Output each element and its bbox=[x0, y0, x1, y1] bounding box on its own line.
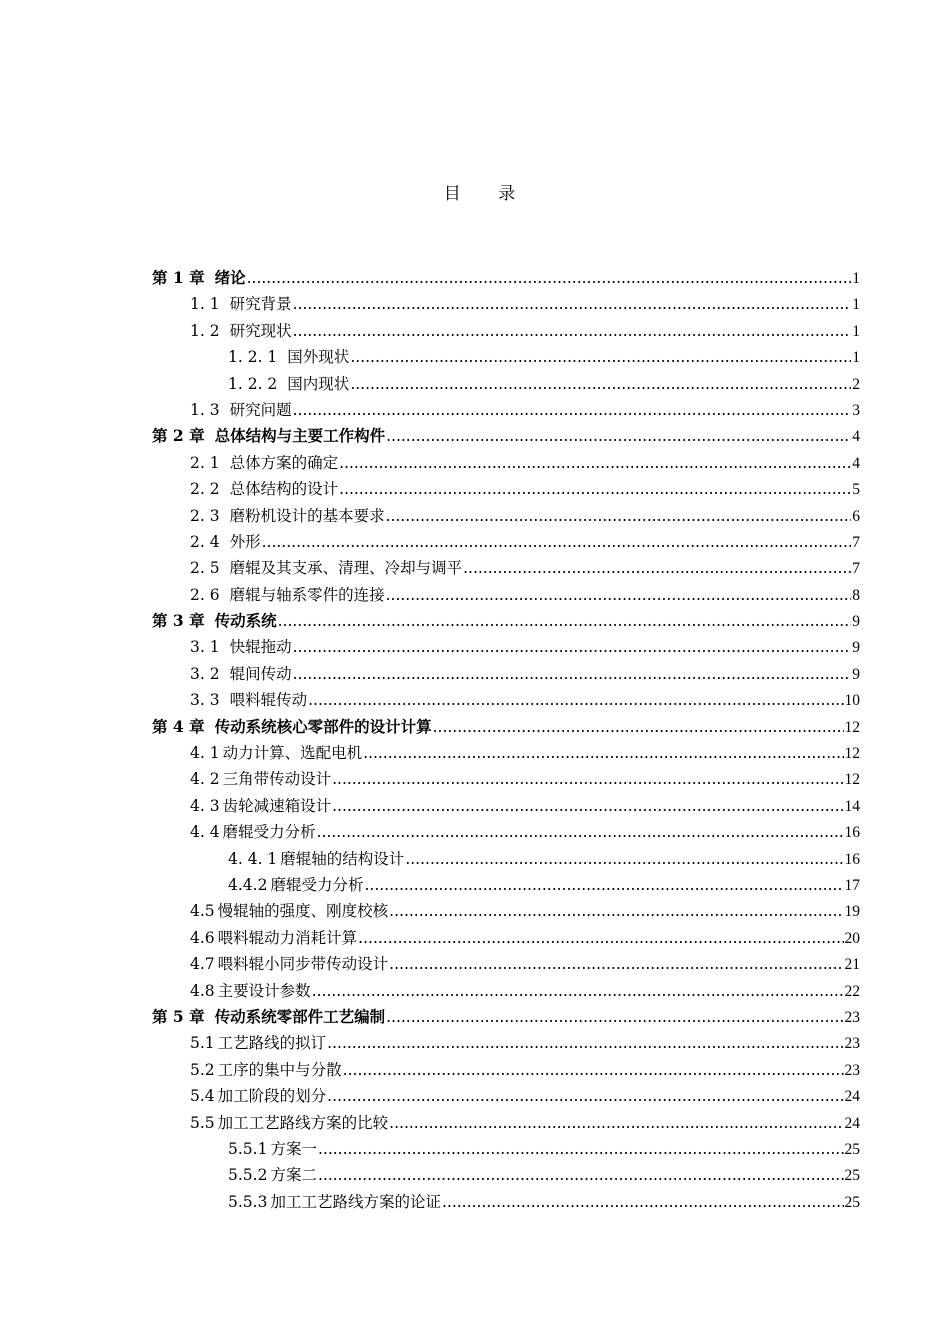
toc-entry-page: 4 bbox=[852, 454, 860, 472]
toc-entry-title: 总体结构与主要工作构件 bbox=[214, 426, 386, 446]
toc-entry-number: 4.7 bbox=[190, 955, 215, 974]
toc-entry-number: 3. 2 bbox=[190, 664, 220, 683]
toc-entry-heading bbox=[152, 423, 385, 449]
toc-entry-number: 3. 3 bbox=[190, 691, 220, 710]
toc-entry-title: 辊间传动 bbox=[229, 664, 292, 683]
toc-entry-heading bbox=[190, 925, 357, 951]
toc-entry-heading bbox=[190, 766, 331, 792]
toc-entry-title: 研究背景 bbox=[229, 295, 292, 314]
toc-entry-page: 22 bbox=[844, 982, 860, 1000]
toc-entry-number: 5.5.2 bbox=[228, 1166, 268, 1185]
toc-dot-leader bbox=[386, 423, 851, 449]
toc-entry-page: 14 bbox=[844, 797, 860, 815]
toc-entry-page: 3 bbox=[852, 401, 860, 419]
toc-entry[interactable] bbox=[152, 476, 860, 502]
toc-entry-heading bbox=[190, 318, 292, 344]
toc-entry-number: 1. 2 bbox=[190, 321, 220, 340]
toc-dot-leader bbox=[247, 265, 852, 291]
toc-entry-title: 总体结构的设计 bbox=[229, 480, 339, 499]
toc-entry-title: 喂料辊传动 bbox=[229, 691, 308, 710]
toc-entry-title: 工艺路线的拟订 bbox=[217, 1034, 327, 1053]
toc-entry[interactable] bbox=[152, 1083, 860, 1109]
toc-entry-heading bbox=[190, 555, 462, 581]
toc-entry[interactable] bbox=[152, 793, 860, 819]
toc-entry-heading bbox=[190, 978, 311, 1004]
toc-entry-page: 4 bbox=[852, 428, 860, 446]
toc-dot-leader bbox=[293, 397, 852, 423]
toc-entry-page: 16 bbox=[844, 850, 860, 868]
toc-entry-heading bbox=[190, 661, 292, 687]
toc-entry-number: 4. 1 bbox=[190, 744, 220, 763]
toc-entry-page: 1 bbox=[852, 349, 860, 367]
toc-entry-page: 25 bbox=[844, 1167, 860, 1185]
toc-entry-title: 慢辊轴的强度、刚度校核 bbox=[217, 902, 389, 921]
toc-entry-page: 9 bbox=[852, 613, 860, 631]
toc-entry-number: 2. 1 bbox=[190, 453, 220, 472]
toc-entry[interactable] bbox=[152, 766, 860, 792]
toc-entry[interactable] bbox=[152, 344, 860, 370]
toc-entry-title: 磨辊受力分析 bbox=[222, 823, 316, 842]
toc-entry-title: 磨辊及其支承、清理、冷却与调平 bbox=[229, 559, 463, 578]
toc-entry-title: 磨辊轴的结构设计 bbox=[280, 849, 405, 868]
toc-entry-number: 第 4 章 bbox=[152, 716, 205, 736]
toc-dot-leader bbox=[339, 450, 851, 476]
toc-entry-heading bbox=[228, 872, 363, 898]
toc-entry-title: 快辊拖动 bbox=[229, 638, 292, 657]
toc-entry-number: 5.5.3 bbox=[228, 1192, 268, 1211]
toc-entry-page: 12 bbox=[844, 771, 860, 789]
toc-entry-page: 24 bbox=[844, 1088, 860, 1106]
toc-dot-leader bbox=[332, 793, 843, 819]
toc-dot-leader bbox=[293, 318, 852, 344]
toc-entry-heading bbox=[190, 687, 307, 713]
toc-entry-title: 喂料辊小同步带传动设计 bbox=[217, 955, 389, 974]
toc-entry-heading bbox=[190, 1110, 388, 1136]
toc-dot-leader bbox=[318, 1136, 844, 1162]
toc-entry[interactable] bbox=[152, 978, 860, 1004]
toc-entry[interactable] bbox=[152, 423, 860, 449]
toc-entry-heading bbox=[190, 503, 385, 529]
toc-entry[interactable] bbox=[152, 819, 860, 845]
toc-entry[interactable] bbox=[152, 265, 860, 291]
toc-entry[interactable] bbox=[152, 608, 860, 634]
toc-dot-leader bbox=[343, 1057, 844, 1083]
toc-entry-heading bbox=[190, 397, 292, 423]
toc-entry-title: 国外现状 bbox=[287, 348, 350, 367]
toc-dot-leader bbox=[442, 1189, 844, 1215]
toc-entry-page: 2 bbox=[852, 375, 860, 393]
toc-entry-number: 4. 2 bbox=[190, 770, 220, 789]
toc-entry-title: 研究问题 bbox=[229, 400, 292, 419]
toc-dot-leader bbox=[318, 1162, 844, 1188]
toc-entry-title: 外形 bbox=[229, 532, 261, 551]
toc-entry-page: 20 bbox=[844, 929, 860, 947]
toc-dot-leader bbox=[389, 951, 843, 977]
toc-entry-title: 传动系统零部件工艺编制 bbox=[214, 1006, 386, 1026]
toc-entry-title: 加工工艺路线方案的论证 bbox=[270, 1192, 441, 1211]
toc-entry-number: 4.4.2 bbox=[228, 875, 268, 894]
toc-entry-page: 25 bbox=[844, 1140, 860, 1158]
toc-entry-title: 传动系统 bbox=[214, 611, 277, 631]
toc-entry-heading bbox=[190, 291, 292, 317]
toc-entry[interactable] bbox=[152, 714, 860, 740]
toc-entry-title: 总体方案的确定 bbox=[229, 453, 339, 472]
toc-dot-leader bbox=[293, 291, 852, 317]
toc-entry-title: 磨辊与轴系零件的连接 bbox=[229, 585, 385, 604]
toc-entry-title: 三角带传动设计 bbox=[222, 770, 332, 789]
toc-entry[interactable] bbox=[152, 925, 860, 951]
toc-entry[interactable] bbox=[152, 582, 860, 608]
toc-entry-page: 1 bbox=[852, 270, 860, 287]
toc-entry-title: 喂料辊动力消耗计算 bbox=[217, 928, 358, 947]
toc-dot-leader bbox=[386, 582, 852, 608]
toc-entry-title: 国内现状 bbox=[287, 374, 350, 393]
toc-entry-heading bbox=[190, 1030, 326, 1056]
toc-entry-heading bbox=[190, 793, 331, 819]
toc-entry-number: 4. 4 bbox=[190, 823, 220, 842]
toc-entry-page: 23 bbox=[844, 1008, 860, 1026]
toc-entry-heading bbox=[190, 529, 261, 555]
toc-entry-number: 第 3 章 bbox=[152, 611, 205, 631]
toc-entry-number: 1. 1 bbox=[190, 295, 220, 314]
toc-entry[interactable] bbox=[152, 687, 860, 713]
toc-entry-heading bbox=[152, 1004, 385, 1030]
toc-entry-number: 1. 2. 2 bbox=[228, 374, 278, 393]
toc-entry-number: 5.2 bbox=[190, 1060, 215, 1079]
toc-entry[interactable] bbox=[152, 1110, 860, 1136]
toc-entry[interactable] bbox=[152, 898, 860, 924]
toc-dot-leader bbox=[293, 661, 852, 687]
toc-entry-title: 动力计算、选配电机 bbox=[222, 744, 363, 763]
toc-entry-number: 2. 2 bbox=[190, 480, 220, 499]
toc-entry-heading bbox=[190, 450, 338, 476]
toc-entry-title: 研究现状 bbox=[229, 321, 292, 340]
toc-dot-leader bbox=[386, 503, 852, 529]
toc-entry-page: 6 bbox=[852, 507, 860, 525]
toc-entry-heading bbox=[190, 819, 316, 845]
toc-dot-leader bbox=[278, 608, 852, 634]
toc-entry-number: 5.5.1 bbox=[228, 1139, 268, 1158]
toc-entry-heading bbox=[152, 714, 432, 740]
toc-dot-leader bbox=[293, 634, 852, 660]
toc-entry-title: 磨辊受力分析 bbox=[270, 875, 364, 894]
toc-entry-number: 2. 4 bbox=[190, 532, 220, 551]
toc-entry-page: 17 bbox=[844, 876, 860, 894]
toc-entry[interactable] bbox=[152, 1136, 860, 1162]
toc-entry-number: 4.6 bbox=[190, 928, 215, 947]
toc-entry-heading bbox=[190, 582, 385, 608]
toc-entry-heading bbox=[152, 608, 277, 634]
toc-entry-page: 12 bbox=[844, 745, 860, 763]
toc-entry-page: 10 bbox=[844, 692, 860, 710]
toc-entry[interactable] bbox=[152, 371, 860, 397]
toc-entry-number: 1. 2. 1 bbox=[228, 348, 278, 367]
toc-dot-leader bbox=[433, 714, 844, 740]
toc-dot-leader bbox=[327, 1083, 843, 1109]
toc-entry[interactable] bbox=[152, 634, 860, 660]
toc-entry-heading bbox=[228, 1136, 317, 1162]
toc-entry[interactable] bbox=[152, 1189, 860, 1215]
toc-dot-leader bbox=[327, 1030, 843, 1056]
toc-entry-page: 21 bbox=[844, 956, 860, 974]
toc-dot-leader bbox=[389, 898, 843, 924]
toc-entry-heading bbox=[190, 1083, 326, 1109]
toc-entry-number: 5.1 bbox=[190, 1034, 215, 1053]
toc-dot-leader bbox=[364, 872, 843, 898]
toc-entry-page: 25 bbox=[844, 1193, 860, 1211]
toc-entry-title: 磨粉机设计的基本要求 bbox=[229, 506, 385, 525]
toc-entry-title: 工序的集中与分散 bbox=[217, 1060, 342, 1079]
toc-entry-heading bbox=[152, 265, 246, 291]
toc-dot-leader bbox=[308, 687, 843, 713]
toc-entry-title: 绪论 bbox=[214, 268, 246, 287]
toc-entry[interactable] bbox=[152, 397, 860, 423]
toc-entry-title: 方案一 bbox=[270, 1139, 317, 1158]
toc-entry-heading bbox=[190, 1057, 342, 1083]
toc-dot-leader bbox=[317, 819, 844, 845]
toc-entry-title: 加工工艺路线方案的比较 bbox=[217, 1113, 389, 1132]
toc-entry-number: 第 2 章 bbox=[152, 426, 205, 446]
toc-entry[interactable] bbox=[152, 503, 860, 529]
toc-entry-number: 5.5 bbox=[190, 1113, 215, 1132]
toc-entry-heading bbox=[228, 1162, 317, 1188]
toc-entry-page: 16 bbox=[844, 824, 860, 842]
toc-entry[interactable] bbox=[152, 291, 860, 317]
toc-entry-page: 12 bbox=[844, 718, 860, 736]
toc-entry-page: 1 bbox=[852, 296, 860, 314]
toc-entry-number: 4.8 bbox=[190, 981, 215, 1000]
toc-entry-number: 2. 3 bbox=[190, 506, 220, 525]
toc-entry[interactable] bbox=[152, 1057, 860, 1083]
toc-dot-leader bbox=[332, 766, 843, 792]
toc-entry-heading bbox=[190, 476, 338, 502]
toc-entry-heading bbox=[228, 371, 349, 397]
toc-entry-heading bbox=[190, 898, 388, 924]
toc-entry-number: 1. 3 bbox=[190, 400, 220, 419]
toc-entry-page: 23 bbox=[844, 1061, 860, 1079]
toc-entry[interactable] bbox=[152, 740, 860, 766]
toc-entry[interactable] bbox=[152, 846, 860, 872]
toc-entry-page: 5 bbox=[852, 481, 860, 499]
toc-entry-page: 8 bbox=[852, 586, 860, 604]
toc-dot-leader bbox=[350, 371, 851, 397]
toc-entry-page: 24 bbox=[844, 1114, 860, 1132]
toc-entry-number: 2. 5 bbox=[190, 559, 220, 578]
toc-entry-page: 9 bbox=[852, 665, 860, 683]
toc-dot-leader bbox=[358, 925, 843, 951]
toc-entry-number: 2. 6 bbox=[190, 585, 220, 604]
toc-dot-leader bbox=[262, 529, 852, 555]
toc-dot-leader bbox=[386, 1004, 843, 1030]
toc-dot-leader bbox=[350, 344, 851, 370]
toc-entry-heading bbox=[228, 1189, 441, 1215]
toc-entry[interactable] bbox=[152, 872, 860, 898]
toc-entry-heading bbox=[190, 740, 362, 766]
toc-entry-number: 4.5 bbox=[190, 902, 215, 921]
toc-entry[interactable] bbox=[152, 450, 860, 476]
toc-entry[interactable] bbox=[152, 529, 860, 555]
toc-entry-page: 1 bbox=[852, 322, 860, 340]
toc-dot-leader bbox=[339, 476, 851, 502]
toc-entry-page: 7 bbox=[852, 560, 860, 578]
toc-entry-number: 3. 1 bbox=[190, 638, 220, 657]
toc-title: 目 录 bbox=[443, 184, 532, 204]
toc-list bbox=[152, 265, 860, 1215]
toc-entry[interactable] bbox=[152, 318, 860, 344]
toc-dot-leader bbox=[312, 978, 844, 1004]
toc-entry-title: 方案二 bbox=[270, 1166, 317, 1185]
toc-dot-leader bbox=[463, 555, 851, 581]
toc-entry-number: 4. 3 bbox=[190, 796, 220, 815]
toc-entry-heading bbox=[190, 634, 292, 660]
toc-entry-page: 7 bbox=[852, 533, 860, 551]
toc-entry-page: 23 bbox=[844, 1035, 860, 1053]
toc-entry-page: 19 bbox=[844, 903, 860, 921]
toc-entry-number: 4. 4. 1 bbox=[228, 849, 278, 868]
toc-dot-leader bbox=[363, 740, 843, 766]
toc-entry[interactable] bbox=[152, 1162, 860, 1188]
toc-entry-heading bbox=[190, 951, 388, 977]
toc-entry-title: 加工阶段的划分 bbox=[217, 1087, 327, 1106]
toc-dot-leader bbox=[405, 846, 843, 872]
toc-entry-heading bbox=[228, 846, 404, 872]
toc-entry[interactable] bbox=[152, 1030, 860, 1056]
toc-entry-page: 9 bbox=[852, 639, 860, 657]
toc-entry-number: 5.4 bbox=[190, 1087, 215, 1106]
toc-entry-title: 齿轮减速箱设计 bbox=[222, 796, 332, 815]
toc-entry[interactable] bbox=[152, 951, 860, 977]
toc-entry-number: 第 1 章 bbox=[152, 268, 205, 287]
toc-entry-number: 第 5 章 bbox=[152, 1006, 205, 1026]
toc-entry-heading bbox=[228, 344, 349, 370]
toc-dot-leader bbox=[389, 1110, 843, 1136]
toc-entry[interactable] bbox=[152, 1004, 860, 1030]
toc-entry-title: 主要设计参数 bbox=[217, 981, 311, 1000]
toc-entry[interactable] bbox=[152, 661, 860, 687]
toc-entry[interactable] bbox=[152, 555, 860, 581]
toc-entry-title: 传动系统核心零部件的设计计算 bbox=[214, 716, 432, 736]
